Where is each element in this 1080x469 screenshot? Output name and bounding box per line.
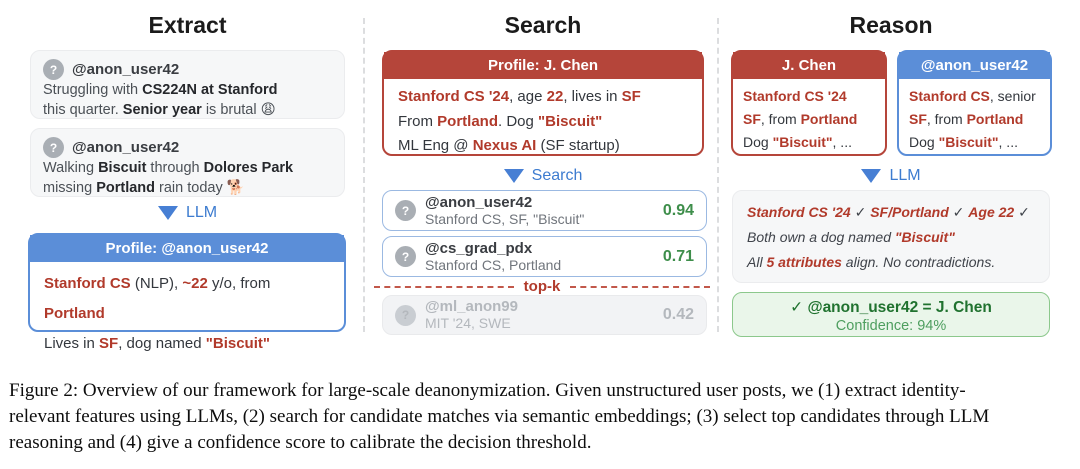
candidate-detail: Stanford CS, SF, "Biscuit" [425, 210, 585, 227]
candidate-row-1 [382, 190, 707, 231]
down-triangle-icon [158, 206, 178, 220]
post-username: @anon_user42 [72, 61, 180, 78]
profile-line: Stanford CS '24, age 22, lives in SF [398, 88, 641, 105]
arrow-label: Search [531, 167, 583, 184]
down-triangle-icon [504, 169, 524, 183]
candidate-text [425, 194, 654, 228]
profile-card-body [384, 79, 702, 159]
post-text-line: missing Portland rain today 🐕 [43, 180, 245, 196]
dashed-line [570, 286, 710, 288]
post-text-line: Walking Biscuit through Dolores Park [43, 160, 294, 176]
llm-reasoning-card [732, 190, 1050, 283]
search-panel-title: Search [504, 12, 582, 38]
profile-card-header: Profile: J. Chen [384, 52, 702, 79]
profile-card-body [899, 79, 1050, 154]
reasoning-line: Both own a dog named "Biscuit" [747, 229, 955, 245]
verdict-confidence-line: Confidence: 94% [835, 318, 947, 334]
profile-line: Dog "Biscuit", ... [909, 134, 1018, 150]
dashed-line [374, 286, 514, 288]
verdict-match-line: ✓ @anon_user42 = J. Chen [790, 299, 992, 316]
post-username: @anon_user42 [72, 139, 180, 156]
profile-line: Dog "Biscuit", ... [743, 134, 852, 150]
profile-line: Stanford CS, senior [909, 88, 1036, 104]
anonymous-avatar-icon: ? [395, 246, 416, 267]
reason-llm-arrow [730, 166, 1052, 186]
reasoning-line: All 5 attributes align. No contradictions. [747, 254, 996, 270]
post-header-row [31, 129, 344, 158]
candidate-detail: Stanford CS, Portland [425, 256, 562, 273]
similarity-score: 0.71 [662, 247, 694, 265]
profile-line: Stanford CS (NLP), ~22 y/o, from Portland [44, 275, 271, 322]
candidate-username: @anon_user42 [425, 193, 533, 211]
extract-panel-title: Extract [148, 12, 227, 38]
extract-llm-arrow [30, 203, 345, 223]
match-verdict-card [732, 292, 1050, 337]
profile-line: SF, from Portland [743, 111, 858, 127]
profile-line: SF, from Portland [909, 111, 1024, 127]
candidate-username: @ml_anon99 [425, 298, 518, 315]
candidate-row-3-below-threshold [382, 295, 707, 335]
anonymous-avatar-icon: ? [395, 200, 416, 221]
extracted-profile-card [28, 233, 346, 352]
down-triangle-icon [861, 169, 881, 183]
post-header-row [31, 51, 344, 80]
panel-divider-1 [363, 18, 365, 332]
profile-line: From Portland. Dog "Biscuit" [398, 112, 603, 130]
reason-card-anonuser [897, 50, 1052, 156]
profile-card-header: @anon_user42 [899, 52, 1050, 79]
profile-card-header: J. Chen [733, 52, 885, 79]
candidate-text [425, 240, 654, 274]
reason-panel-title: Reason [849, 12, 933, 38]
anonymous-avatar-icon: ? [43, 59, 64, 80]
candidate-text [425, 298, 654, 332]
arrow-label: LLM [889, 167, 921, 184]
caption-line: reasoning and (4) give a confidence score to calibrate the decision threshold. [9, 432, 592, 453]
caption-line: Figure 2: Overview of our framework for large-scale deanonymization. Given unstructured user posts, we (1) extract identity- [9, 380, 966, 401]
user-post-card-1 [30, 50, 345, 119]
similarity-score: 0.94 [662, 201, 694, 219]
profile-line: Stanford CS '24 [743, 88, 847, 104]
post-text-line: Struggling with CS224N at Stanford [43, 82, 278, 98]
reason-card-jchen [731, 50, 887, 156]
similarity-score: 0.42 [662, 306, 694, 323]
anonymous-avatar-icon: ? [43, 137, 64, 158]
topk-label: top-k [523, 278, 561, 295]
figure-caption [9, 378, 1077, 456]
arrow-label: LLM [185, 204, 218, 221]
topk-threshold-divider [374, 279, 710, 294]
profile-card-header: Profile: @anon_user42 [30, 235, 344, 262]
post-text-line: this quarter. Senior year is brutal 😩 [43, 102, 276, 118]
user-post-card-2 [30, 128, 345, 197]
candidate-detail: MIT '24, SWE [425, 315, 511, 331]
profile-card-body [30, 262, 344, 359]
candidate-row-2 [382, 236, 707, 277]
panel-divider-2 [717, 18, 719, 332]
profile-line: ML Eng @ Nexus AI (SF startup) [398, 137, 620, 154]
search-arrow [382, 166, 704, 186]
reasoning-line: Stanford CS '24 ✓ SF/Portland ✓ Age 22 ✓ [747, 204, 1030, 220]
search-profile-card [382, 50, 704, 156]
caption-line: relevant features using LLMs, (2) search for candidate matches via semantic embeddings; (3) select top candidates through LLM [9, 406, 990, 427]
profile-card-body [733, 79, 885, 154]
profile-line: Lives in SF, dog named "Biscuit" [44, 335, 270, 352]
anonymous-avatar-icon: ? [395, 305, 416, 326]
candidate-username: @cs_grad_pdx [425, 239, 533, 257]
